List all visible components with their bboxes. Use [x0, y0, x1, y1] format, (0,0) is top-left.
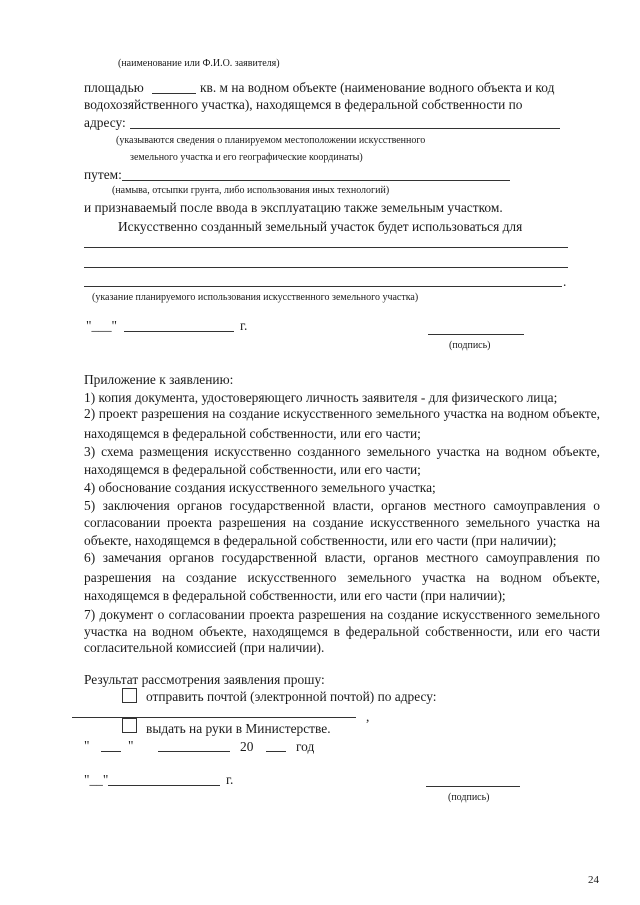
attachment-line: 2) проект разрешения на создание искусственного земельного участка на водном объекте, — [84, 406, 600, 421]
attachment-line: участка на водном объекте, находящемся в федеральной собственности, или его части — [84, 624, 600, 639]
final-signature-caption: (подпись) — [448, 792, 490, 803]
attachment-line: 7) документ о согласовании проекта разрешения на создание искусственного земельного — [84, 607, 600, 622]
attachment-line: находящемся в федеральной собственности, или его части; — [84, 426, 421, 441]
attachment-line: 1) копия документа, удостоверяющего личность заявителя - для физического лица; — [84, 390, 558, 405]
option-mail-label: отправить почтой (электронной почтой) по адресу: — [146, 689, 437, 704]
method-caption: (намыва, отсыпки грунта, либо использования иных технологий) — [112, 185, 390, 196]
attachment-line: объекте, находящемся в федеральной собственности, или его части (при наличии); — [84, 533, 557, 548]
attachments-heading: Приложение к заявлению: — [84, 372, 234, 387]
applicant-caption: (наименование или Ф.И.О. заявителя) — [118, 58, 280, 69]
use-field-3[interactable] — [84, 286, 562, 287]
date-quote: "___" — [86, 318, 118, 333]
issue-date-quote-open: " — [84, 738, 90, 753]
page-number: 24 — [588, 874, 599, 886]
attachment-line: находящемся в федеральной собственности, или его части (при наличии); — [84, 588, 506, 603]
attachment-line: 5) заключения органов государственной власти, органов местного самоуправления о — [84, 498, 600, 513]
issue-date-quote-close: " — [128, 738, 134, 753]
attachment-line: разрешения на создание искусственного земельного участка на водном объекте, — [84, 570, 600, 585]
comma: , — [366, 709, 370, 724]
area-suffix: кв. м на водном объекте (наименование водного объекта и код — [200, 80, 555, 95]
area-prefix: площадью — [84, 80, 144, 95]
signature-caption: (подпись) — [449, 340, 491, 351]
use-caption: (указание планируемого использования искусственного земельного участка) — [92, 292, 419, 303]
use-field-period: . — [563, 274, 567, 289]
date-suffix: г. — [240, 318, 248, 333]
recognized-line: и признаваемый после ввода в эксплуатацию также земельным участком. — [84, 200, 503, 215]
attachment-line: 6) замечания органов государственной власти, органов местного самоуправления по — [84, 550, 600, 565]
attachment-line: согласительной комиссией (при наличии). — [84, 640, 325, 655]
use-field-1[interactable] — [84, 247, 568, 248]
year-prefix: 20 — [240, 739, 254, 754]
location-caption-2: земельного участка и его географические координаты) — [130, 152, 363, 163]
date-field[interactable] — [124, 331, 234, 332]
final-date-quote: "__" — [84, 772, 109, 787]
final-date-suffix: г. — [226, 772, 234, 787]
mail-address-field[interactable] — [72, 717, 356, 718]
water-plot-line: водохозяйственного участка), находящемся в федеральной собственности по — [84, 97, 523, 112]
address-field[interactable] — [130, 128, 560, 129]
issue-day-field[interactable] — [101, 751, 121, 752]
mail-checkbox[interactable] — [122, 688, 137, 703]
signature-field[interactable] — [428, 334, 524, 335]
use-line: Искусственно созданный земельный участок будет использоваться для — [118, 219, 523, 234]
use-field-2[interactable] — [84, 267, 568, 268]
option-hand-label: выдать на руки в Министерстве. — [146, 721, 331, 736]
location-caption-1: (указываются сведения о планируемом местоположении искусственного — [116, 135, 426, 146]
final-signature-field[interactable] — [426, 786, 520, 787]
final-date-field[interactable] — [108, 785, 220, 786]
attachment-line: согласовании проекта разрешения на создание искусственного земельного участка на — [84, 515, 600, 530]
area-field[interactable] — [152, 93, 196, 94]
attachment-line: 3) схема размещения искусственно созданного земельного участка на водном объекте, — [84, 444, 600, 459]
attachment-line: 4) обоснование создания искусственного земельного участка; — [84, 480, 436, 495]
result-heading: Результат рассмотрения заявления прошу: — [84, 672, 325, 687]
issue-month-field[interactable] — [158, 751, 230, 752]
address-label: адресу: — [84, 115, 126, 130]
attachment-line: находящемся в федеральной собственности, или его части; — [84, 462, 421, 477]
method-field[interactable] — [122, 180, 510, 181]
method-label: путем: — [84, 167, 122, 182]
year-suffix: год — [296, 739, 315, 754]
hand-checkbox[interactable] — [122, 718, 137, 733]
issue-year-field[interactable] — [266, 751, 286, 752]
